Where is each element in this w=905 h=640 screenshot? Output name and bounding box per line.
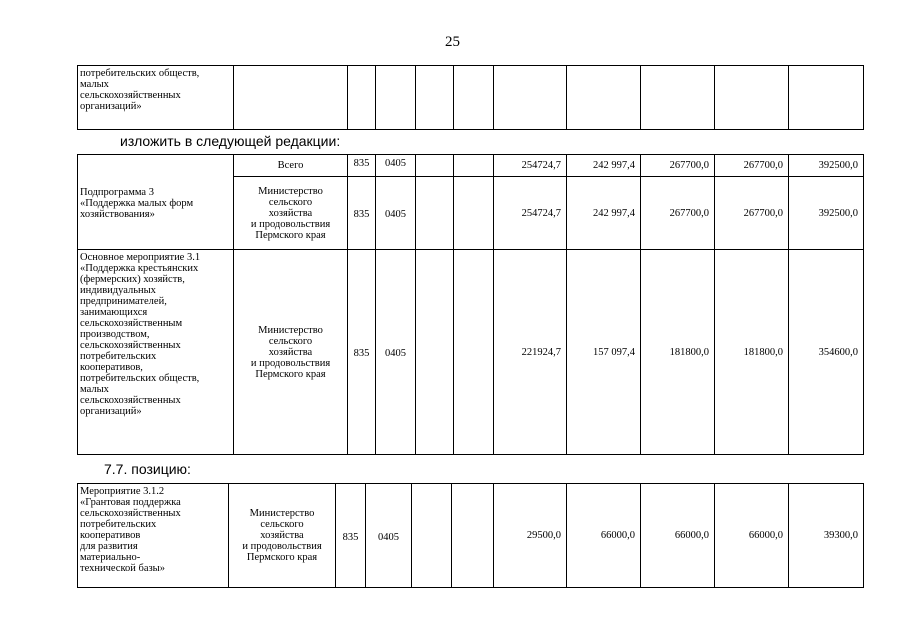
grbs-cell	[348, 66, 376, 130]
value-cell: 267700,0	[715, 155, 789, 177]
value-cell	[789, 66, 864, 130]
vr-cell	[454, 177, 494, 250]
value-cell: 267700,0	[641, 155, 715, 177]
value-cell: 242 997,4	[567, 155, 641, 177]
value-cell: 267700,0	[715, 177, 789, 250]
value-cell: 66000,0	[641, 484, 715, 588]
vr-cell	[454, 66, 494, 130]
rzpr-cell: 0405	[376, 250, 416, 455]
grbs-cell: 835	[348, 250, 376, 455]
executor-cell	[234, 66, 348, 130]
value-cell: 66000,0	[567, 484, 641, 588]
csr-cell	[416, 155, 454, 177]
table-row	[78, 155, 864, 177]
page-number: 25	[445, 34, 460, 50]
value-cell: 354600,0	[789, 250, 864, 455]
vr-cell	[454, 250, 494, 455]
rzpr-cell	[376, 66, 416, 130]
vr-cell	[454, 155, 494, 177]
value-cell: 392500,0	[789, 177, 864, 250]
value-cell	[494, 66, 567, 130]
budget-table-position	[77, 483, 864, 588]
value-cell: 29500,0	[494, 484, 567, 588]
budget-table-fragment	[77, 65, 864, 130]
table-row	[78, 484, 864, 588]
program-name-cell: Основное мероприятие 3.1 «Поддержка крестьянских (фермерских) хозяйств, индивидуальных предпринимателей, занимающихся сельскохозяйственным производством, сельскохозяйственных потребительских кооперативов, потребительских обществ, малых сельскохозяйственных организаций»	[78, 250, 234, 455]
value-cell: 181800,0	[641, 250, 715, 455]
value-cell: 267700,0	[641, 177, 715, 250]
csr-cell	[416, 66, 454, 130]
rzpr-cell: 0405	[366, 484, 412, 588]
value-cell: 254724,7	[494, 155, 567, 177]
value-cell: 242 997,4	[567, 177, 641, 250]
rzpr-cell: 0405	[376, 177, 416, 250]
table-row	[78, 250, 864, 455]
value-cell	[567, 66, 641, 130]
csr-cell	[412, 484, 452, 588]
value-cell: 39300,0	[789, 484, 864, 588]
vr-cell	[452, 484, 494, 588]
grbs-cell: 835	[348, 155, 376, 177]
value-cell	[715, 66, 789, 130]
executor-cell: Министерство сельского хозяйства и продовольствия Пермского края	[234, 177, 348, 250]
csr-cell	[416, 250, 454, 455]
value-cell: 221924,7	[494, 250, 567, 455]
csr-cell	[416, 177, 454, 250]
budget-table-main	[77, 154, 864, 455]
program-name-cell: потребительских обществ, малых сельскохозяйственных организаций»	[78, 66, 234, 130]
value-cell: 157 097,4	[567, 250, 641, 455]
executor-cell: Министерство сельского хозяйства и продовольствия Пермского края	[229, 484, 336, 588]
rzpr-cell: 0405	[376, 155, 416, 177]
program-name-cell: Мероприятие 3.1.2 «Грантовая поддержка сельскохозяйственных потребительских кооперативов для развития материально- технической базы»	[78, 484, 229, 588]
grbs-cell: 835	[348, 177, 376, 250]
table-row	[78, 66, 864, 130]
value-cell: 392500,0	[789, 155, 864, 177]
value-cell: 181800,0	[715, 250, 789, 455]
executor-cell: Всего	[234, 155, 348, 177]
value-cell: 254724,7	[494, 177, 567, 250]
instruction-text: изложить в следующей редакции:	[120, 133, 341, 149]
executor-cell: Министерство сельского хозяйства и продовольствия Пермского края	[234, 250, 348, 455]
subprogram-name-cell: Подпрограмма 3 «Поддержка малых форм хозяйствования»	[78, 155, 234, 250]
value-cell	[641, 66, 715, 130]
grbs-cell: 835	[336, 484, 366, 588]
value-cell: 66000,0	[715, 484, 789, 588]
instruction-text: 7.7. позицию:	[104, 461, 191, 477]
